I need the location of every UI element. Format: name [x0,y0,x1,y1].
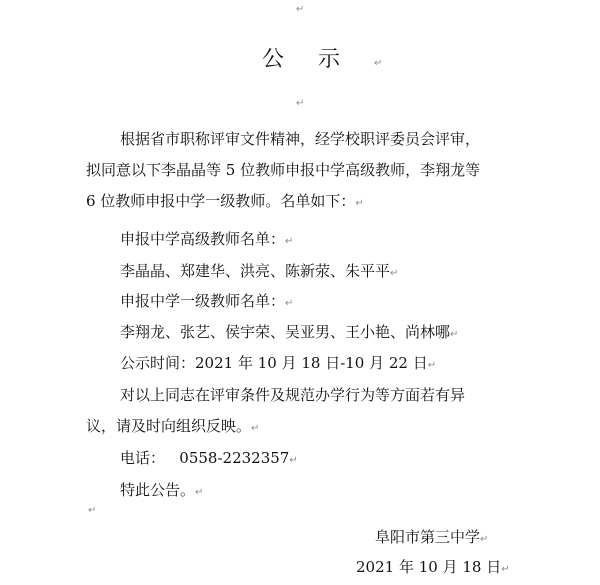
paragraph-mark: ↵ [450,329,459,340]
title-text: 公示 [262,47,375,72]
phone-line: 电话： 0558-2232357↵ [120,449,298,467]
paragraph-mark: ↵ [390,268,399,279]
paragraph-mark: ↵ [289,455,298,466]
paragraph-mark: ↵ [296,98,305,109]
paragraph-mark: ↵ [501,564,510,575]
paragraph-mark: ↵ [355,198,364,209]
body-paragraph-line: 根据省市职称评审文件精神，经学校职评委员会评审， [120,130,481,148]
objection-line: 对以上同志在评审条件及规范办学行为等方面若有异 [120,386,466,404]
paragraph-mark: ↵ [427,360,437,371]
paragraph-mark: ↵ [374,58,417,69]
objection-line: 议，请及时向组织反映。↵ [86,417,260,435]
document-title [262,42,416,73]
paragraph-mark: ↵ [480,534,489,545]
paragraph-mark: ↵ [195,487,204,498]
paragraph-mark: ↵ [285,236,294,247]
signature-organization: 阜阳市第三中学↵ [375,528,489,546]
first-grade-teacher-names: 李翔龙、张艺、侯宇荣、吴亚男、王小艳、尚林哪↵ [120,323,459,341]
signature-date: 2021 年 10 月 18 日↵ [356,558,510,576]
paragraph-mark: ↵ [296,4,305,15]
senior-teacher-names: 李晶晶、郑建华、洪亮、陈新荥、朱平平↵ [120,262,399,280]
senior-teacher-heading: 申报中学高级教师名单：↵ [120,230,294,248]
closing-line: 特此公告。↵ [120,481,204,499]
body-paragraph-line: 拟同意以下李晶晶等 5 位教师申报中学高级教师，李翔龙等 [86,161,481,179]
body-paragraph-line: 6 位教师申报中学一级教师。名单如下：↵ [86,192,364,210]
first-grade-teacher-heading: 申报中学一级教师名单：↵ [120,292,294,310]
paragraph-mark: ↵ [251,423,260,434]
paragraph-mark: ↵ [285,298,294,309]
paragraph-mark: ↵ [88,505,97,516]
notice-period: 公示时间：2021 年 10 月 18 日-10 月 22 日↵ [120,354,437,372]
